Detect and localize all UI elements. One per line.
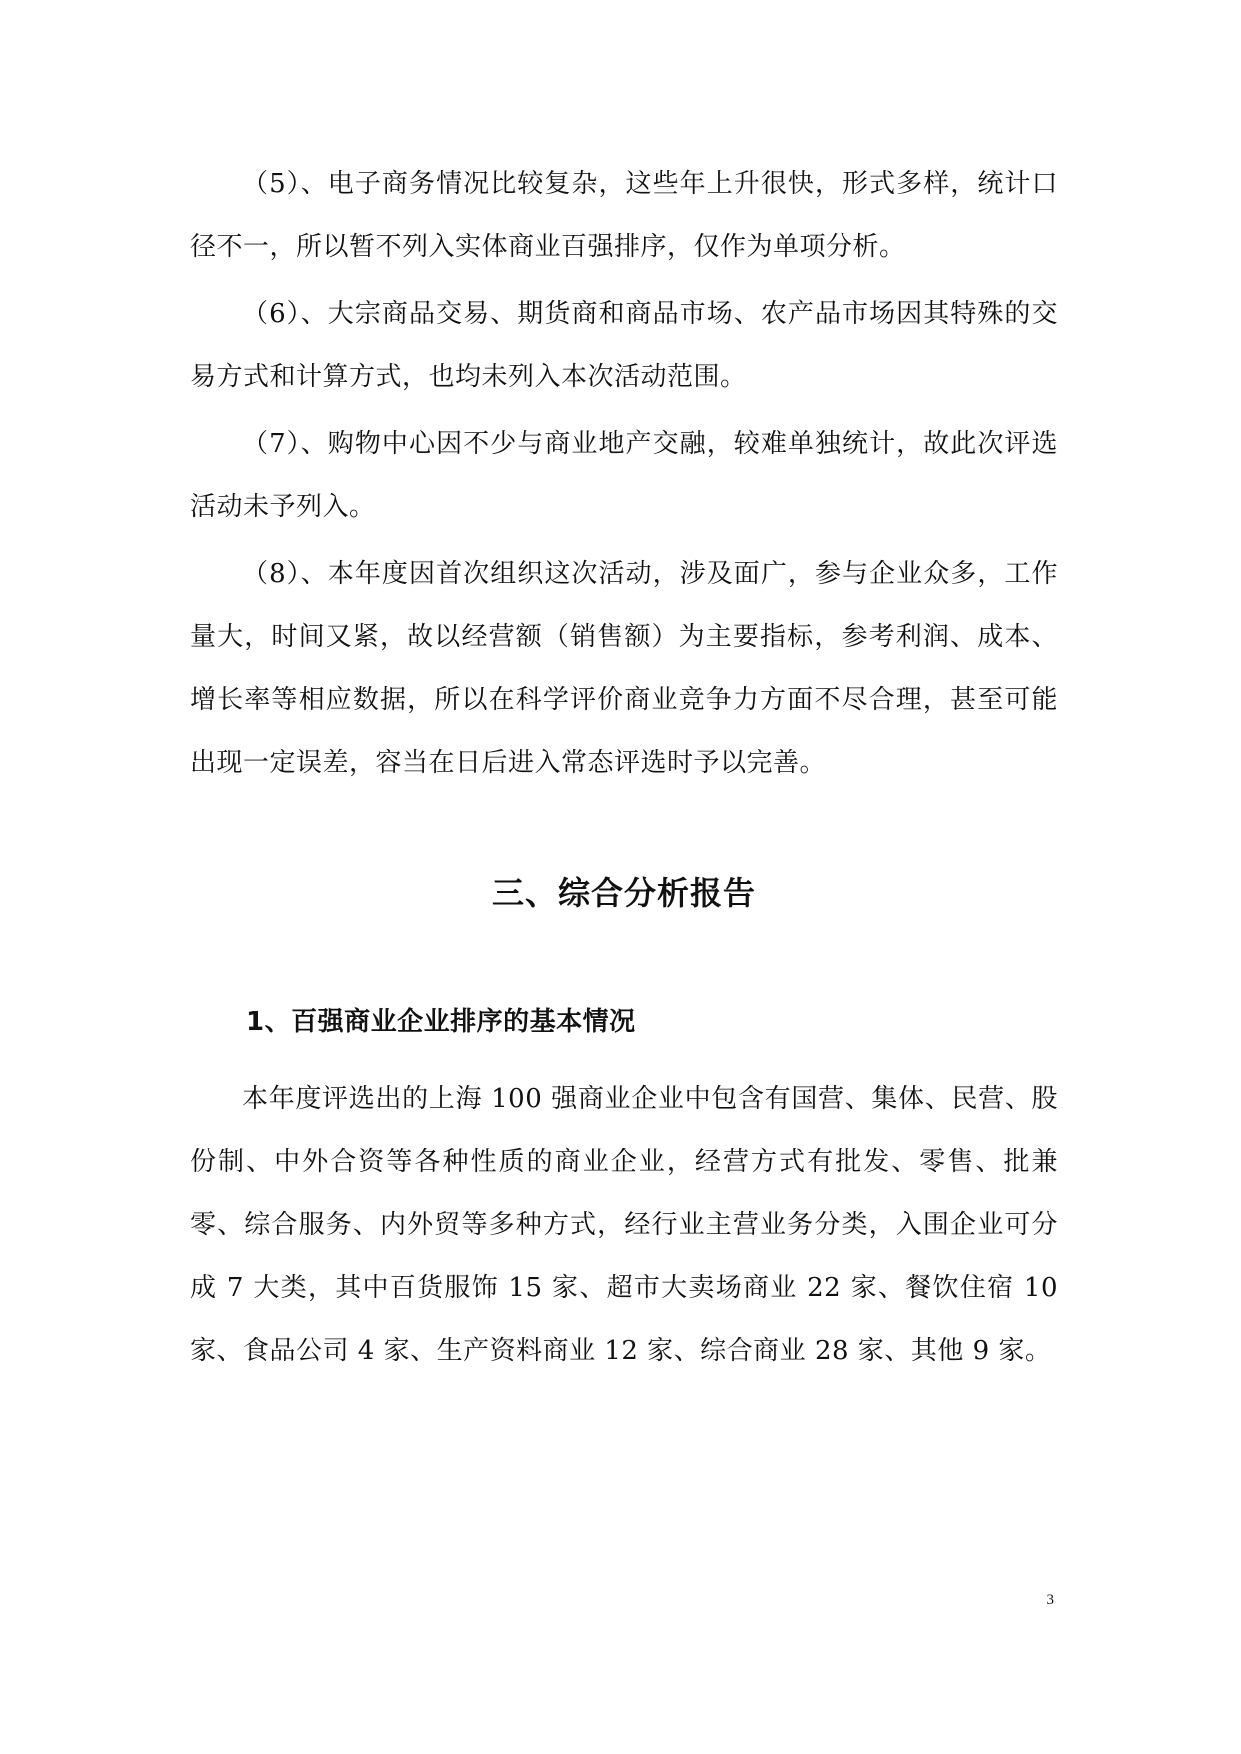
paragraph-item-7: （7）、购物中心因不少与商业地产交融，较难单独统计，故此次评选活动未予列入。 (190, 429, 1058, 522)
paragraph-item-6: （6）、大宗商品交易、期货商和商品市场、农产品市场因其特殊的交易方式和计算方式，也均未列入本次活动范围。 (190, 299, 1058, 392)
section-subtitle: 1、百强商业企业排序的基本情况 (246, 1007, 636, 1037)
paragraph-item-8: （8）、本年度因首次组织这次活动，涉及面广，参与企业众多，工作量大，时间又紧，故以经营额（销售额）为主要指标，参考利润、成本、增长率等相应数据，所以在科学评价商业竞争力方面不尽合理，甚至可能出现一定误差，容当在日后进入常态评选时予以完善。 (190, 559, 1058, 778)
section-title: 三、综合分析报告 (491, 874, 756, 912)
paragraph-item-5: （5）、电子商务情况比较复杂，这些年上升很快，形式多样，统计口径不一，所以暂不列入实体商业百强排序，仅作为单项分析。 (190, 169, 1058, 262)
section-paragraph: 本年度评选出的上海 100 强商业企业中包含有国营、集体、民营、股份制、中外合资等各种性质的商业企业，经营方式有批发、零售、批兼零、综合服务、内外贸等多种方式，经行业主营业务分类，入围企业可分成 7 大类，其中百货服饰 15 家、超市大卖场商业 22 家、餐饮住宿 10 家、食品公司 4 家、生产资料商业 12 家、综合商业 28 家、其他 9 家。 (190, 1084, 1058, 1366)
page-number: 3 (1046, 1592, 1054, 1608)
